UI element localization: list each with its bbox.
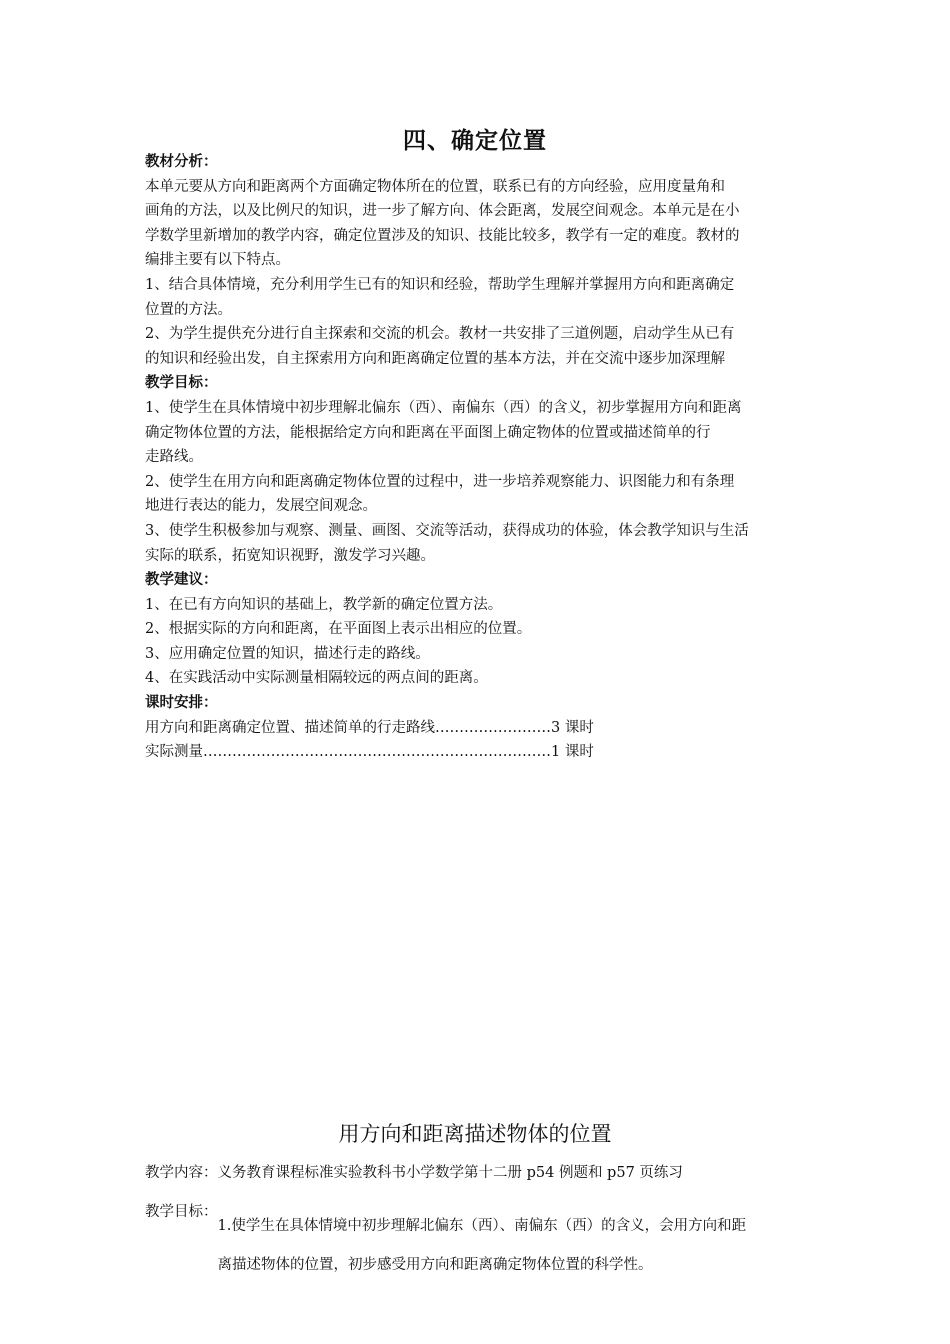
analysis-heading: 教材分析：	[145, 154, 218, 170]
goal-label: 教学目标：	[145, 1203, 218, 1220]
suggest-line: 3、应用确定位置的知识，描述行走的路线。	[145, 645, 430, 662]
suggest-line: 4、在实践活动中实际测量相隔较远的两点间的距离。	[145, 670, 488, 687]
analysis-line: 学数学里新增加的教学内容，确定位置涉及的知识、技能比较多，教学有一定的难度。教材的	[145, 227, 740, 244]
analysis-line: 的知识和经验出发，自主探索用方向和距离确定位置的基本方法，并在交流中逐步加深理解	[145, 350, 725, 367]
goals-line: 确定物体位置的方法，能根据给定方向和距离在平面图上确定物体的位置或描述简单的行	[145, 424, 711, 441]
schedule-line: 实际测量………………………………………………………………1 课时	[145, 744, 594, 761]
goals-line: 地进行表达的能力，发展空间观念。	[145, 498, 377, 515]
content-text: 义务教育课程标准实验教科书小学数学第十二册 p54 例题和 p57 页练习	[217, 1164, 683, 1181]
lesson-body	[145, 1146, 813, 1292]
content-label: 教学内容：	[145, 1164, 218, 1181]
analysis-line: 本单元要从方向和距离两个方面确定物体所在的位置，联系已有的方向经验，应用度量角和	[145, 178, 725, 195]
lesson-title: 用方向和距离描述物体的位置	[338, 1122, 612, 1146]
suggest-line: 2、根据实际的方向和距离，在平面图上表示出相应的位置。	[145, 621, 532, 638]
goals-line: 2、使学生在用方向和距离确定物体位置的过程中，进一步培养观察能力、识图能力和有条理	[145, 473, 735, 490]
goals-line: 实际的联系，拓宽知识视野，激发学习兴趣。	[145, 547, 435, 564]
schedule-line: 用方向和距离确定位置、描述简单的行走路线……………………3 课时	[145, 719, 594, 736]
unit-body	[145, 150, 813, 765]
suggest-heading: 教学建议：	[145, 572, 218, 589]
analysis-line: 画角的方法，以及比例尺的知识，进一步了解方向、体会距离，发展空间观念。本单元是在小	[145, 203, 740, 220]
lesson-goal	[145, 1200, 813, 1293]
schedule-heading: 课时安排：	[145, 695, 218, 712]
analysis-line: 1、结合具体情境，充分利用学生已有的知识和经验，帮助学生理解并掌握用方向和距离确定	[145, 276, 735, 293]
analysis-line: 编排主要有以下特点。	[145, 252, 290, 269]
unit-title: 四、确定位置	[403, 128, 547, 154]
suggest-line: 1、在已有方向知识的基础上，教学新的确定位置方法。	[145, 596, 503, 613]
lesson-content	[145, 1161, 813, 1186]
analysis-line: 2、为学生提供充分进行自主探索和交流的机会。教材一共安排了三道例题，启动学生从已有	[145, 326, 735, 343]
goals-heading: 教学目标：	[145, 375, 218, 392]
goals-line: 走路线。	[145, 449, 203, 466]
goal-line: 离描述物体的位置，初步感受用方向和距离确定物体位置的科学性。	[217, 1257, 653, 1274]
goal-line: 1.使学生在具体情境中初步理解北偏东（西）、南偏东（西）的含义，会用方向和距	[217, 1218, 747, 1235]
analysis-line: 位置的方法。	[145, 301, 232, 318]
goals-line: 3、使学生积极参加与观察、测量、画图、交流等活动，获得成功的体验，体会教学知识与生活	[145, 522, 749, 539]
goals-line: 1、使学生在具体情境中初步理解北偏东（西）、南偏东（西）的含义，初步掌握用方向和距离	[145, 399, 742, 416]
